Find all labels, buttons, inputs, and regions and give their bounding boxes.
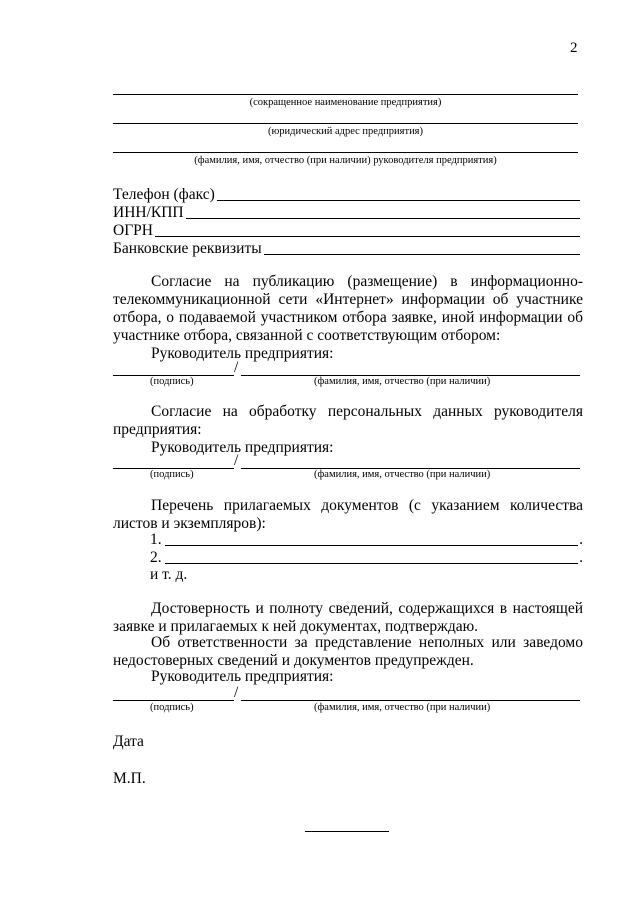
signature-caption-3: (подпись) [150,702,194,713]
end-divider [305,831,389,832]
page-number: 2 [570,40,578,56]
date-label: Дата [113,733,144,750]
document-item-2-line[interactable] [165,562,579,564]
document-item-2-number: 2. [150,549,162,566]
legal-address-line[interactable] [113,123,578,124]
stamp-label: М.П. [113,770,146,787]
bank-input-line[interactable] [264,253,580,255]
short-name-line[interactable] [113,94,578,95]
consent-personal-data-text: Согласие на обработку персональных данных руководителя предприятия: [113,403,583,438]
documents-etc: и т. д. [150,566,188,583]
bank-field [113,240,580,258]
bank-label: Банковские реквизиты [113,240,262,257]
signature-caption-1: (подпись) [150,376,194,387]
signature-caption-2: (подпись) [150,469,194,480]
ogrn-field [113,222,580,240]
signature-slash-2: / [234,452,239,469]
phone-label: Телефон (факс) [113,186,215,203]
confirmation-head-label: Руководитель предприятия: [151,668,334,685]
head-name-caption: (фамилия, имя, отчество (при наличии) руководителя предприятия) [194,155,497,166]
signature-line-3[interactable] [113,700,234,701]
fio-line-3[interactable] [241,700,580,701]
signature-slash-3: / [234,684,239,701]
confirmation-text-1: Достоверность и полноту сведений, содержащихся в настоящей заявке и прилагаемых к ней документах, подтверждаю. [113,600,583,635]
phone-field [113,186,580,204]
fio-caption-3: (фамилия, имя, отчество (при наличии) [314,702,491,713]
ogrn-input-line[interactable] [155,235,580,237]
documents-text: Перечень прилагаемых документов (с указанием количества листов и экземпляров): [113,497,583,532]
inn-kpp-label: ИНН/КПП [113,204,184,221]
consent-publication-text: Согласие на публикацию (размещение) в информационно-телекоммуникационной сети «Интернет» информации об участнике отбора, о подаваемой участником отбора заявке, иной информации об участнике отбора, связанной с соответствующим отбором: [113,273,583,344]
phone-input-line[interactable] [217,199,580,201]
document-item-1-dot: . [579,531,583,548]
consent-publication-head-label: Руководитель предприятия: [151,345,334,362]
signature-slash-1: / [234,359,239,376]
short-name-caption: (сокращенное наименование предприятия) [249,97,442,108]
fio-caption-2: (фамилия, имя, отчество (при наличии) [314,469,491,480]
inn-kpp-field [113,204,580,222]
legal-address-caption: (юридический адрес предприятия) [267,126,424,137]
document-item-2-dot: . [579,549,583,566]
document-item-2 [150,549,583,567]
document-item-1-number: 1. [150,531,162,548]
consent-personal-data-head-label: Руководитель предприятия: [151,439,334,456]
fio-caption-1: (фамилия, имя, отчество (при наличии) [314,376,491,387]
document-item-1-line[interactable] [165,544,579,546]
document-item-1 [150,531,583,549]
head-name-line[interactable] [113,152,578,153]
confirmation-text-2: Об ответственности за представление неполных или заведомо недостоверных сведений и документов предупрежден. [113,634,583,669]
ogrn-label: ОГРН [113,222,153,239]
inn-kpp-input-line[interactable] [186,217,580,219]
